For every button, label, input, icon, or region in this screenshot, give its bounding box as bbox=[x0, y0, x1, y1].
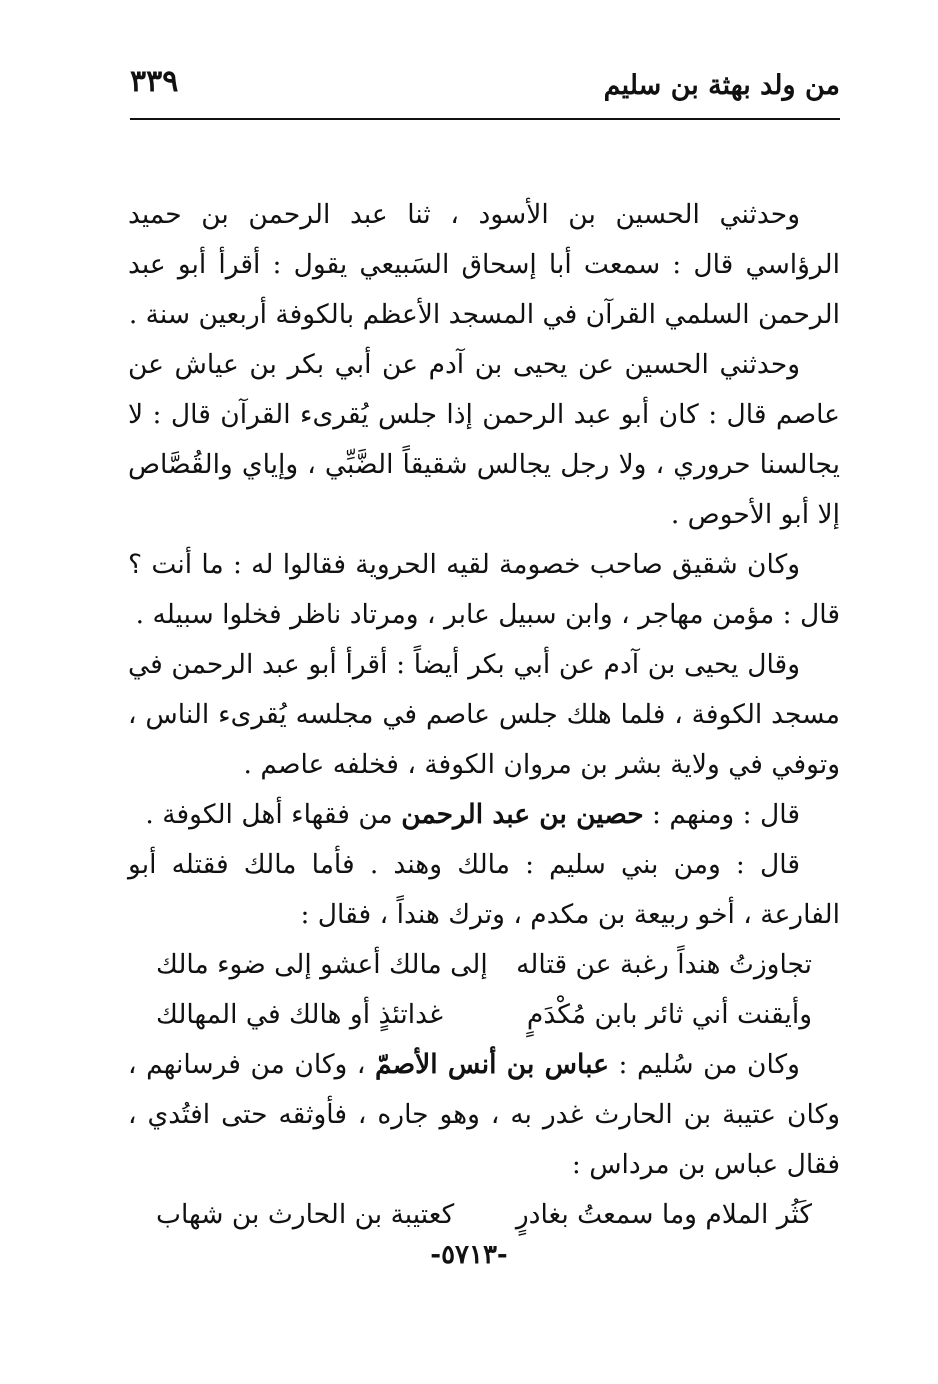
paragraph-rawasi: وحدثني الحسين بن الأسود ، ثنا عبد الرحمن بن حميد الرؤاسي قال : سمعت أبا إسحاق السَبيعي يقول : أقرأ أبو عبد الرحمن السلمي القرآن في المسجد الأعظم بالكوفة أربعين سنة . bbox=[128, 199, 840, 330]
verse-first-hemistich: كَثُر الملام وما سمعتُ بغادرٍ bbox=[515, 1199, 812, 1230]
paragraph-yahya: وقال يحيى بن آدم عن أبي بكر أيضاً : أقرأ أبو عبد الرحمن في مسجد الكوفة ، فلما هلك جلس عاصم في مجلسه يُقرىء الناس ، وتوفي في ولاية بشر بن مروان الكوفة ، فخلفه عاصم . bbox=[128, 649, 840, 780]
abbas-suffix: ، وكان من فرسانهم ، وكان عتيبة بن الحارث غدر به ، وهو جاره ، فأوثقه حتى افتُدي ، فقال عباس بن مرداس : bbox=[128, 1049, 840, 1180]
page-number: ٣٣٩ bbox=[130, 64, 179, 99]
abbas-prefix: وكان من سُليم : bbox=[608, 1049, 800, 1080]
paragraph-abbas bbox=[128, 1040, 840, 1190]
paragraph-asim: وحدثني الحسين عن يحيى بن آدم عن أبي بكر بن عياش عن عاصم قال : كان أبو عبد الرحمن إذا جلس يُقرىء القرآن قال : لا يجالسنا حروري ، ولا رجل يجالس شقيقاً الضَّبِّي ، وإياي والقُصَّاص إلا أبو الأحوص . bbox=[128, 349, 840, 530]
page-footer-code: -٥٧١٣- bbox=[430, 1240, 508, 1270]
body-text bbox=[128, 190, 840, 1240]
running-title: من ولد بهثة بن سليم bbox=[603, 70, 840, 101]
husain-suffix: من فقهاء أهل الكوفة . bbox=[145, 799, 402, 830]
page-header bbox=[130, 62, 840, 112]
verse-second-hemistich: غداتئذٍ أو هالك في المهالك bbox=[156, 999, 443, 1030]
paragraph-bani-sulaym: قال : ومن بني سليم : مالك وهند . فأما مالك فقتله أبو الفارعة ، أخو ربيعة بن مكدم ، وترك هنداً ، فقال : bbox=[128, 849, 840, 930]
poem1-verse-2 bbox=[128, 990, 840, 1040]
husain-name: حصين بن عبد الرحمن bbox=[401, 799, 644, 830]
poem2-verse-1 bbox=[128, 1190, 840, 1240]
paragraph-shaqiq: وكان شقيق صاحب خصومة لقيه الحروية فقالوا له : ما أنت ؟ قال : مؤمن مهاجر ، وابن سبيل عابر ، ومرتاد ناظر فخلوا سبيله . bbox=[128, 549, 840, 630]
abbas-name: عباس بن أنس الأصمّ bbox=[374, 1049, 609, 1080]
paragraph-husain bbox=[128, 790, 840, 840]
husain-prefix: قال : ومنهم : bbox=[643, 799, 800, 830]
verse-first-hemistich: تجاوزتُ هنداً رغبة عن قتاله bbox=[516, 949, 812, 980]
verse-second-hemistich: كعتيبة بن الحارث بن شهاب bbox=[156, 1199, 455, 1230]
poem1-verse-1 bbox=[128, 940, 840, 990]
verse-second-hemistich: إلى مالك أعشو إلى ضوء مالك bbox=[156, 949, 488, 980]
header-rule bbox=[130, 118, 840, 120]
verse-first-hemistich: وأيقنت أني ثائر بابن مُكْدَمٍ bbox=[526, 999, 812, 1030]
